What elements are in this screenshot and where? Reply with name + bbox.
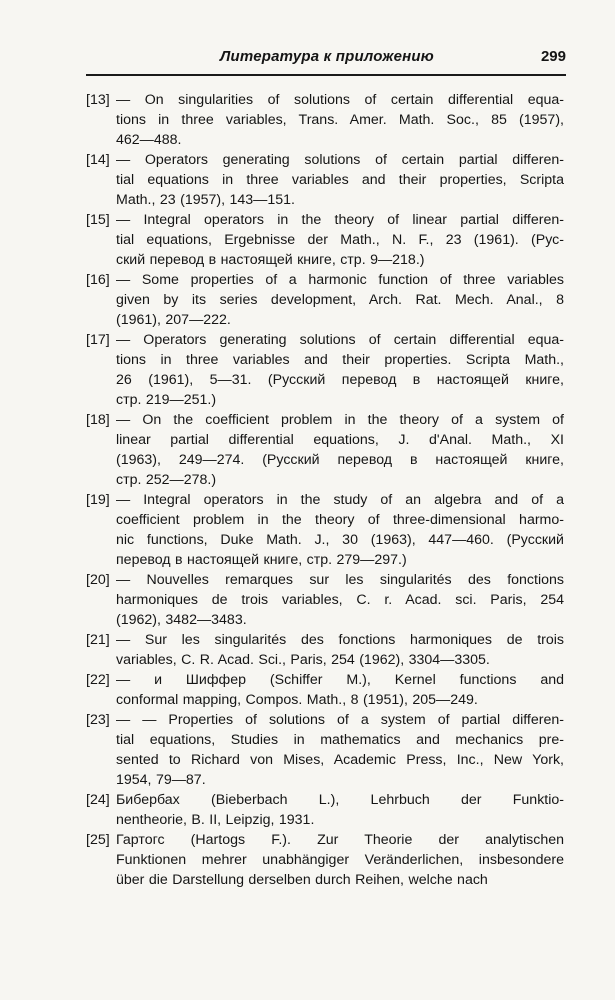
reference-line: — Integral operators in the study of an algebra and of a bbox=[116, 492, 564, 508]
reference-line: given by its series development, Arch. Rat. Mech. Anal., 8 bbox=[116, 292, 564, 308]
reference-line: (1962), 3482—3483. bbox=[116, 612, 247, 628]
reference-line: tions in three variables, Trans. Amer. Math. Soc., 85 (1957), bbox=[116, 112, 564, 128]
reference-line: перевод в настоящей книге, стр. 279—297.) bbox=[116, 552, 407, 568]
reference-line: linear partial differential equations, J. d'Anal. Math., XI bbox=[116, 432, 564, 448]
reference-line: — Nouvelles remarques sur les singularités des fonctions bbox=[116, 572, 564, 588]
reference-text bbox=[116, 210, 564, 270]
reference-text bbox=[116, 630, 564, 670]
reference-line: tial equations, Studies in mathematics and mechanics pre- bbox=[116, 732, 564, 748]
reference-number: [20] bbox=[86, 572, 110, 588]
page-number: 299 bbox=[540, 48, 566, 65]
reference-line: nentheorie, B. II, Leipzig, 1931. bbox=[116, 812, 315, 828]
reference-line: Гартогс (Hartogs F.). Zur Theorie der analytischen bbox=[116, 832, 564, 848]
reference-line: 26 (1961), 5—31. (Русский перевод в настоящей книге, bbox=[116, 372, 564, 388]
reference-text bbox=[116, 830, 564, 890]
running-title: Литература к приложению bbox=[220, 48, 434, 65]
reference-text bbox=[116, 150, 564, 210]
reference-entry bbox=[86, 490, 564, 570]
reference-line: Math., 23 (1957), 143—151. bbox=[116, 192, 295, 208]
reference-number: [21] bbox=[86, 632, 110, 648]
reference-line: coefficient problem in the theory of three-dimensional harmo- bbox=[116, 512, 564, 528]
reference-entry bbox=[86, 570, 564, 630]
reference-line: tial equations, Ergebnisse der Math., N. F., 23 (1961). (Рус- bbox=[116, 232, 564, 248]
reference-line: — Operators generating solutions of certain partial differen- bbox=[116, 152, 564, 168]
reference-line: (1963), 249—274. (Русский перевод в настоящей книге, bbox=[116, 452, 564, 468]
reference-entry bbox=[86, 410, 564, 490]
reference-list bbox=[86, 90, 564, 890]
reference-text bbox=[116, 270, 564, 330]
reference-number: [17] bbox=[86, 332, 110, 348]
reference-line: — On singularities of solutions of certain differential equa- bbox=[116, 92, 564, 108]
reference-line: Funktionen mehrer unabhängiger Veränderlichen, insbesondere bbox=[116, 852, 564, 868]
reference-line: — Operators generating solutions of certain differential equa- bbox=[116, 332, 564, 348]
reference-entry bbox=[86, 150, 564, 210]
reference-number: [23] bbox=[86, 712, 110, 728]
reference-text bbox=[116, 670, 564, 710]
reference-entry bbox=[86, 210, 564, 270]
reference-line: sented to Richard von Mises, Academic Press, Inc., New York, bbox=[116, 752, 564, 768]
reference-entry bbox=[86, 830, 564, 890]
reference-line: стр. 252—278.) bbox=[116, 472, 217, 488]
reference-line: harmoniques de trois variables, C. r. Acad. sci. Paris, 254 bbox=[116, 592, 564, 608]
reference-entry bbox=[86, 630, 564, 670]
reference-text bbox=[116, 490, 564, 570]
reference-entry bbox=[86, 270, 564, 330]
reference-line: ский перевод в настоящей книге, стр. 9—218.) bbox=[116, 252, 425, 268]
reference-line: — Some properties of a harmonic function of three variables bbox=[116, 272, 564, 288]
reference-entry bbox=[86, 330, 564, 410]
reference-line: — и Шиффер (Schiffer M.), Kernel functions and bbox=[116, 672, 564, 688]
reference-line: — On the coefficient problem in the theory of a system of bbox=[116, 412, 564, 428]
reference-line: — Integral operators in the theory of linear partial differen- bbox=[116, 212, 564, 228]
reference-number: [22] bbox=[86, 672, 110, 688]
reference-entry bbox=[86, 670, 564, 710]
page-header bbox=[86, 48, 566, 72]
reference-line: (1961), 207—222. bbox=[116, 312, 231, 328]
reference-line: 1954, 79—87. bbox=[116, 772, 206, 788]
reference-number: [24] bbox=[86, 792, 110, 808]
reference-line: tions in three variables and their properties. Scripta Math., bbox=[116, 352, 564, 368]
reference-line: conformal mapping, Compos. Math., 8 (1951), 205—249. bbox=[116, 692, 478, 708]
reference-line: — Sur les singularités des fonctions harmoniques de trois bbox=[116, 632, 564, 648]
reference-number: [15] bbox=[86, 212, 110, 228]
reference-line: tial equations in three variables and their properties, Scripta bbox=[116, 172, 564, 188]
reference-entry bbox=[86, 710, 564, 790]
reference-text bbox=[116, 710, 564, 790]
reference-line: Бибербах (Bieberbach L.), Lehrbuch der Funktio- bbox=[116, 792, 564, 808]
reference-line: стр. 219—251.) bbox=[116, 392, 217, 408]
reference-line: 462—488. bbox=[116, 132, 182, 148]
reference-line: variables, C. R. Acad. Sci., Paris, 254 (1962), 3304—3305. bbox=[116, 652, 490, 668]
reference-number: [14] bbox=[86, 152, 110, 168]
reference-text bbox=[116, 790, 564, 830]
reference-entry bbox=[86, 790, 564, 830]
reference-text bbox=[116, 330, 564, 410]
reference-entry bbox=[86, 90, 564, 150]
reference-text bbox=[116, 90, 564, 150]
reference-text bbox=[116, 570, 564, 630]
reference-number: [19] bbox=[86, 492, 110, 508]
reference-number: [25] bbox=[86, 832, 110, 848]
header-rule bbox=[86, 74, 566, 76]
reference-text bbox=[116, 410, 564, 490]
reference-number: [13] bbox=[86, 92, 110, 108]
reference-line: nic functions, Duke Math. J., 30 (1963), 447—460. (Русский bbox=[116, 532, 564, 548]
reference-line: — — Properties of solutions of a system of partial differen- bbox=[116, 712, 564, 728]
reference-line: über die Darstellung derselben durch Reihen, welche nach bbox=[116, 872, 488, 888]
reference-number: [16] bbox=[86, 272, 110, 288]
reference-number: [18] bbox=[86, 412, 110, 428]
